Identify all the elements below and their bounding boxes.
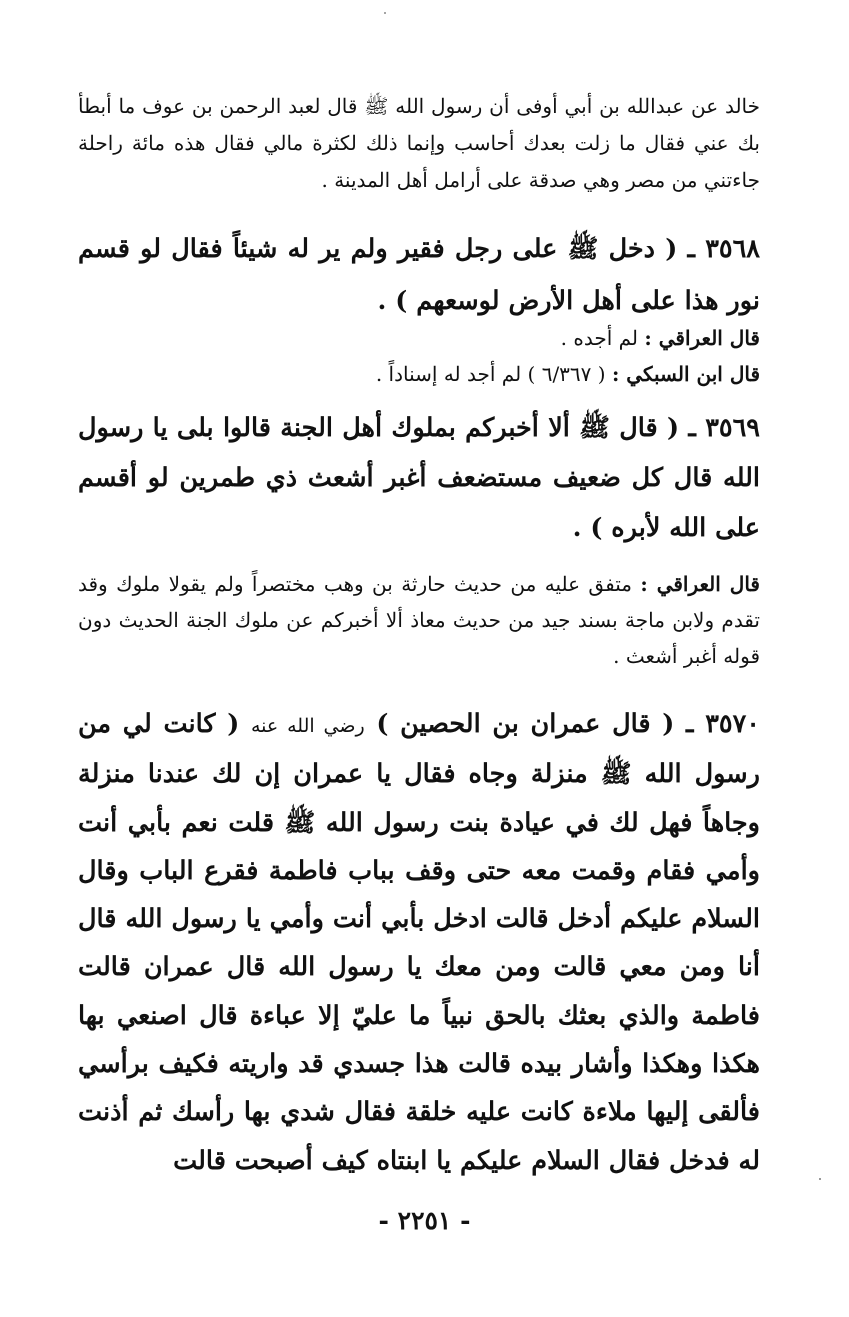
paper-speck	[384, 12, 386, 14]
note-label: قال ابن السبكي :	[611, 362, 760, 386]
hadith-3568	[78, 223, 760, 327]
note-subki-3568	[78, 356, 760, 392]
hadith-3569	[78, 403, 760, 553]
hadith-narrator: ( قال عمران بن الحصين )	[376, 709, 675, 739]
note-label: قال العراقي :	[644, 326, 760, 350]
hadith-text: ( قال ﷺ ألا أخبركم بملوك أهل الجنة قالوا بلى يا رسول الله قال كل ضعيف مستضعف أغبر أشعث ذي طمرين لو أقسم على الله لأبره ) .	[78, 413, 760, 543]
notes-3568	[78, 320, 760, 392]
intro-paragraph	[78, 88, 760, 199]
page-number: - ٢٢٥١ -	[378, 1206, 471, 1235]
hadith-number: ٣٥٦٨ ـ	[687, 234, 760, 264]
hadith-text: ( دخل ﷺ على رجل فقير ولم ير له شيئاً فقال لو قسم نور هذا على أهل الأرض لوسعهم ) .	[78, 234, 760, 316]
paper-speck	[819, 1178, 821, 1180]
note-iraqi-3568	[78, 320, 760, 356]
hadith-number: ٣٥٦٩ ـ	[688, 413, 760, 443]
note-text: متفق عليه من حديث حارثة بن وهب مختصراً ولم يقولا ملوك وقد تقدم ولابن ماجة بسند جيد من حديث معاذ ألا أخبركم عن ملوك الجنة الحديث دون قوله أغبر أشعث .	[78, 572, 760, 668]
hadith-text: ( كانت لي من رسول الله ﷺ منزلة وجاه فقال يا عمران إن لك عندنا منزلة وجاهاً فهل لك في عيادة بنت رسول الله ﷺ قلت نعم بأبي أنت وأمي فقام وقمت معه حتى وقف بباب فاطمة فقرع الباب وقال السلام عليكم أدخل قالت ادخل بأبي أنت وأمي يا رسول الله قال أنا ومن معي قالت ومن معك يا رسول الله قال عمران قالت فاطمة والذي بعثك بالحق نبياً ما عليّ إلا عباءة قال اصنعي بها هكذا وهكذا وأشار بيده قالت هذا جسدي قد واريته فكيف برأسي فألقى إليها ملاءة كانت عليه خلقة فقال شدي بها رأسك ثم أذنت له فدخل فقال السلام عليكم يا ابنتاه كيف أصبحت قالت	[78, 709, 760, 1176]
hadith-3570	[78, 700, 760, 1185]
note-label: قال العراقي :	[640, 572, 760, 596]
note-text: ( ٦/٣٦٧ ) لم أجد له إسناداً .	[375, 362, 606, 386]
hadith-number: ٣٥٧٠ ـ	[686, 709, 760, 739]
hadith-honorific: رضي الله عنه	[251, 715, 365, 737]
intro-text: خالد عن عبدالله بن أبي أوفى أن رسول الله ﷺ قال لعبد الرحمن بن عوف ما أبطأ بك عني فقال ما زلت بعدك أحاسب وإنما ذلك لكثرة مالي فقال هذه مائة راحلة جاءتني من مصر وهي صدقة على أرامل أهل المدينة .	[78, 94, 760, 192]
note-text: لم أجده .	[560, 326, 639, 350]
notes-3569	[78, 566, 760, 674]
